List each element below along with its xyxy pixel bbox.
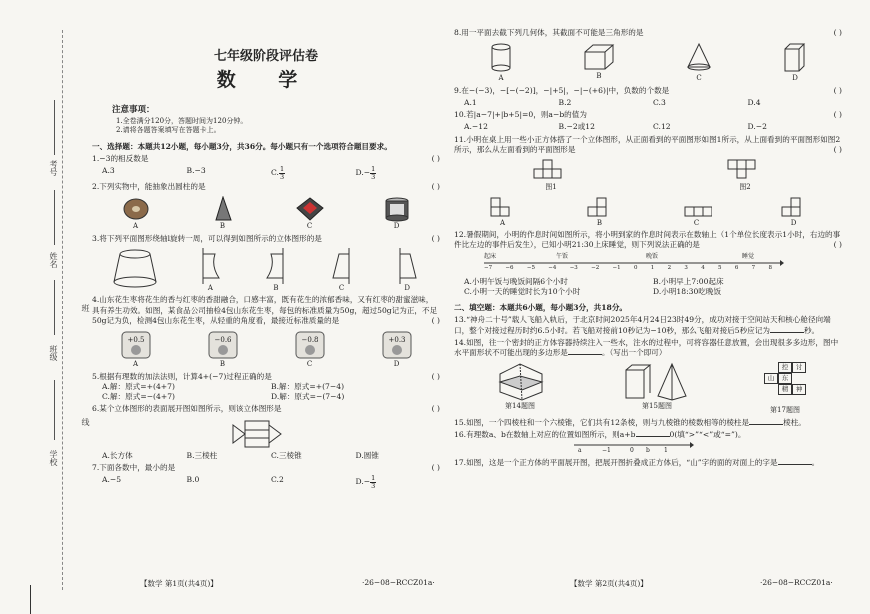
q4-fig-d[interactable]: +0.3 D [380,330,414,369]
q13-answer-blank[interactable] [770,332,804,333]
question-2: 2.下列实物中，能抽象出圆柱的是 ( ) [92,182,440,192]
notice-2: 2.请将各题答案填写在答题卡上。 [116,126,221,135]
q12-option-b[interactable]: B.小明早上7:00起床 [653,276,724,286]
q12-option-a[interactable]: A.小明午饭与晚饭间隔6个小时 [464,276,568,286]
q3-fig-b[interactable]: B [261,248,291,293]
q14-q15-q17-figures [454,362,842,415]
question-12-options [464,277,842,298]
dashed-binding-line [62,30,63,590]
binding-char-2: 线 [81,418,90,426]
question-17: 17.如图，这是一个正方体的平面展开图，把展开图折叠成正方体后，“山”字的面的对面上的字是 。 [454,458,820,468]
q5-option-a[interactable]: A.解：原式=+(4+7) [102,381,175,391]
question-4: 4.山东花生枣将花生的香与红枣的香甜融合，口感丰富，既有花生的浓郁香味，又有红枣的甜蜜滋味，具有养生功效。如图，某食品公司抽检4包山东花生枣，每包的标准质量为50g，超过50g记为正，不足50g记为负，检测4包山东花生枣，从轻重的角度看，最接近标准质量的是 ( ) [92,295,440,325]
q5-option-d[interactable]: D.解：原式=−(7−4) [271,392,345,402]
q1-option-a[interactable]: A.3 [102,166,115,176]
question-3: 3.将下列平面图形绕轴l旋转一周，可以得到如图所示的立体图形的是 ( ) [92,233,440,243]
question-5: 5.根据有理数的加法法则，计算4+(−7)过程正确的是 ( ) [92,371,440,381]
page-1-footer: 【数学 第1页(共4页)】 [140,579,218,588]
question-14: 14.如图，往一个密封的正方体容器持续注入一些水，注水的过程中，可将容器任意放置，会出现很多多边形，图中水平面形状不可能出现的多边形是 。（写出一个即可） [454,337,839,358]
page-1-code: ·26−08−RCCZ01a· [362,578,435,587]
corner-mark [30,585,31,614]
q10-option-d[interactable]: D.−2 [747,122,767,132]
question-9-options [464,98,842,108]
q3-fig-a[interactable]: A [195,248,225,293]
q10-option-a[interactable]: A.−12 [464,122,488,132]
q4-figures [92,330,440,369]
question-7: 7.下面各数中，最小的是 ( ) [92,462,440,472]
q11-figure-2: 图2 [725,159,765,192]
question-1: 1.−3的相反数是 ( ) [92,153,440,163]
q6-option-c[interactable]: C.三棱锥 [271,450,302,460]
question-16: 16.有理数a、b在数轴上对应的位置如图所示，则a+b 0(填“>”“<”或“=”)。 [454,430,746,439]
name-label: 姓名 [49,252,58,268]
q4-fig-c[interactable]: −0.8 C [293,330,327,369]
q2-fig-b[interactable]: B [208,196,238,231]
q8-fig-c-cone[interactable]: C [684,42,714,83]
q11-option-a[interactable]: A [488,197,518,228]
question-11: 11.小明在桌上用一些小正方体搭了一个立体图形，从正面看到的平面图形如图1所示，从上面看到的平面图形如图2所示，那么从左面看到的平面图形是 ( ) [454,134,842,154]
q6-net-figure [92,419,440,449]
svg-text:−0.6: −0.6 [214,336,231,345]
q17-figure: 控 讨 山 东 精 神 第17题图 [764,362,806,415]
q3-fig-c[interactable]: C [327,248,357,293]
page-2-footer: 【数学 第2页(共4页)】 [570,579,648,588]
q9-option-c[interactable]: C.3 [653,97,666,107]
q11-option-c[interactable]: C [682,197,712,228]
q11-option-b[interactable]: B [585,197,615,228]
notice-1: 1.全卷满分120分，答题时间为120分钟。 [116,116,248,125]
question-5-options [102,382,440,403]
q15-figure: 第15题图 [622,362,692,415]
q9-option-b[interactable]: B.2 [558,97,572,107]
q4-fig-a[interactable]: +0.5 A [119,330,153,369]
q11-figure-1: 图1 [531,159,571,192]
q11-option-d[interactable]: D [779,197,809,228]
q1-option-d[interactable]: D.− $\frac{1}{3}$ [355,165,376,181]
question-6-options [102,451,440,461]
section-2-heading: 二、填空题：本题共6小题，每小题3分，共18分。 [454,303,628,313]
subject-title: 数 学 [216,68,316,91]
q8-fig-a-cylinder[interactable]: A [488,42,514,83]
q7-option-c[interactable]: C.2 [271,475,284,485]
class-label: 班级 [49,345,58,361]
q2-fig-c[interactable]: C [295,196,325,231]
q14-figure: 第14题图 [490,362,550,415]
q2-fig-d[interactable]: D [382,196,412,231]
q16-number-line: a −1 0 b 1 [574,440,694,456]
question-10-options [464,122,842,132]
page-2 [454,26,842,469]
q10-option-c[interactable]: C.12 [653,122,671,132]
exam-title: 七年级阶段评估卷 [213,49,318,64]
question-8: 8.用一平面去截下列几何体，其截面不可能是三角形的是 ( ) [454,28,842,37]
q6-option-d[interactable]: D.圆锥 [355,450,379,460]
page-2-code: ·26−08−RCCZ01a· [760,578,833,587]
question-7-options [102,475,440,489]
q9-option-a[interactable]: A.1 [464,97,477,107]
q12-option-d[interactable]: D.小明18:30吃晚饭 [653,286,722,296]
exam-number-blank[interactable] [54,100,55,155]
q14-answer-blank[interactable] [568,354,602,355]
question-9: 9.在−(−3)，−[−(−2)]，−|+5|，−|−(+6)|中，负数的个数是 ( ) [454,85,842,95]
q12-number-line: 起床 午饭 晚饭 睡觉 −7 −6 −5 −4 −3 −2 −1 0 1 2 3 4 5 6 7 8 [484,253,784,273]
q5-option-c[interactable]: C.解：原式=−(4+7) [102,392,176,402]
q6-net-diagram [231,419,301,449]
q4-fig-b[interactable]: −0.6 B [206,330,240,369]
q3-solid-figure [110,248,160,293]
svg-text:+0.3: +0.3 [388,336,405,345]
q6-option-b[interactable]: B.三棱柱 [186,450,218,460]
page-1 [92,40,440,489]
q7-option-b[interactable]: B.0 [186,475,200,485]
binding-margin [0,0,90,614]
q10-option-b[interactable]: B.−2或12 [558,122,595,132]
q1-option-c[interactable]: C. $\frac{1}{3}$ [271,165,285,181]
q8-fig-b-cube[interactable]: B [582,42,616,83]
q1-option-b[interactable]: B.−3 [186,166,206,176]
q3-fig-d[interactable]: D [392,248,422,293]
q11-options [454,197,842,228]
school-blank[interactable] [54,380,55,440]
q7-option-a[interactable]: A.−5 [102,475,122,485]
question-15: 15.如图，一个四棱柱和一个六棱锥，它们共有12条棱，则与九棱锥的棱数相等的棱柱是 棱柱。 [454,417,806,427]
q5-option-b[interactable]: B.解：原式=+(7−4) [271,381,345,391]
question-12: 12.暑假期间，小明的作息时间如图所示，将小明到家的作息时间表示在数轴上（1个单位长度表示1小时，右边的事件比左边的事件后发生），已知小明21:30上床睡觉，则下列说法正确的是 ( ) [454,230,842,250]
binding-char-1: 班 [81,304,90,312]
question-13: 13.“神舟二十号”载人飞船入轨后，于北京时间2025年4月24日23时49分，成功对接于空间站天和核心舱径向端口，整个对接过程历时约6.5小时。若飞船对接前10秒记为−10秒，那么飞船对接后5秒应记为 秒。 [454,315,831,335]
q8-fig-d-cuboid[interactable]: D [782,42,808,83]
q2-figures [92,196,440,231]
exam-number-label: 考号 [49,160,58,176]
q15-answer-blank[interactable] [749,424,783,425]
q7-option-d[interactable]: D.− $\frac{1}{3}$ [355,474,376,490]
q12-option-c[interactable]: C.小明一天的睡觉时长为10个小时 [464,286,581,296]
q2-fig-a[interactable]: A [121,196,151,231]
q3-figures [92,248,440,293]
question-10: 10.若|a−7|+|b+5|=0，则a−b的值为 ( ) [454,110,842,120]
q17-answer-blank[interactable] [778,464,812,465]
section-1-heading: 一、选择题：本题共12小题，每小题3分，共36分。每小题只有一个选项符合题目要求。 [92,141,392,151]
q16-answer-blank[interactable] [636,436,670,437]
question-1-options [102,166,440,180]
notice-heading: 注意事项： [112,105,155,116]
q8-figures [454,42,842,83]
question-6: 6.某个立体图形的表面展开图如图所示，则该立体图形是 ( ) [92,404,440,414]
school-label: 学校 [49,450,58,466]
svg-text:+0.5: +0.5 [127,336,144,345]
name-blank[interactable] [54,190,55,245]
svg-text:−0.8: −0.8 [301,336,318,345]
q11-reference-figures [454,159,842,192]
class-blank[interactable] [54,280,55,335]
q9-option-d[interactable]: D.4 [747,97,761,107]
q6-option-a[interactable]: A.长方体 [102,450,133,460]
